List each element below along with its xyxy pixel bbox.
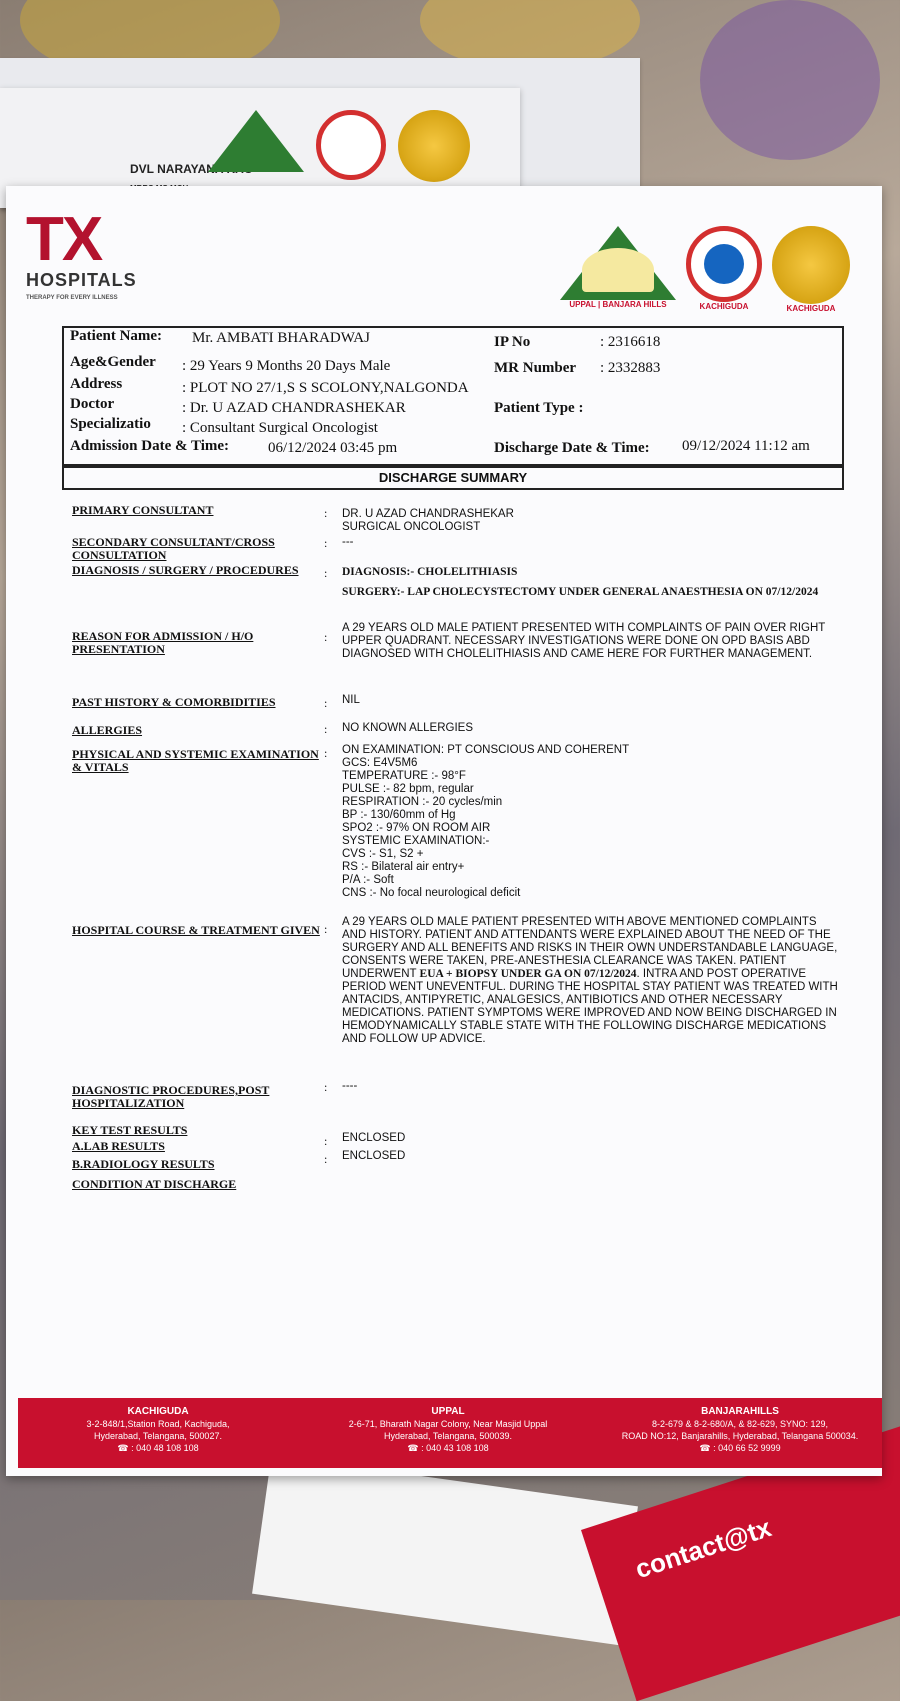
nabh-triangle-icon xyxy=(208,110,304,172)
patient-type-label: Patient Type : xyxy=(494,400,584,416)
back-doctor-name: DVL NARAYANA RAO xyxy=(130,162,254,176)
branch-address: 2-6-71, Bharath Nagar Colony, Near Masjid Uppal Hyderabad, Telangana, 500039. xyxy=(348,1419,548,1441)
nabh-triangle-icon xyxy=(560,226,676,300)
discharge-summary-page xyxy=(6,186,882,1476)
ip-number: : 2316618 xyxy=(600,334,661,350)
patient-name-label: Patient Name: xyxy=(70,328,163,344)
condition-label: CONDITION AT DISCHARGE xyxy=(72,1177,237,1191)
gold-seal-icon xyxy=(772,226,850,304)
branch-title: UPPAL xyxy=(431,1406,465,1417)
colon: : xyxy=(324,696,328,710)
bottom-white-card xyxy=(252,1455,638,1645)
accreditation-nabh-triangle xyxy=(560,226,676,309)
age-gender: : 29 Years 9 Months 20 Days Male xyxy=(182,358,391,374)
background-flower xyxy=(700,0,880,160)
past-history-label: PAST HISTORY & COMORBIDITIES xyxy=(72,695,276,709)
colon: : xyxy=(324,1152,328,1166)
hospital-logo xyxy=(26,205,137,301)
contact-text: contact@tx xyxy=(631,1512,775,1585)
colon: : xyxy=(324,566,328,580)
colon: : xyxy=(324,506,328,520)
logo-mark: TX xyxy=(26,205,102,274)
discharge-label: Discharge Date & Time: xyxy=(494,440,650,456)
lab-results-label: A.LAB RESULTS xyxy=(72,1139,165,1153)
branch-phone: ☎ : 040 43 108 108 xyxy=(407,1443,489,1453)
branch-phone: ☎ : 040 48 108 108 xyxy=(117,1443,199,1453)
admission-label: Admission Date & Time: xyxy=(70,438,230,454)
address-label: Address xyxy=(70,376,123,392)
primary-consultant-value: DR. U AZAD CHANDRASHEKAR SURGICAL ONCOLOGIST xyxy=(342,508,514,533)
doctor: : Dr. U AZAD CHANDRASHEKAR xyxy=(182,400,406,416)
patient-name: Mr. AMBATI BHARADWAJ xyxy=(192,330,370,346)
colon: : xyxy=(324,536,328,550)
colon: : xyxy=(324,746,328,760)
allergies-label: ALLERGIES xyxy=(72,723,143,737)
key-test-label: KEY TEST RESULTS xyxy=(72,1123,188,1137)
reason-label: REASON FOR ADMISSION / H/O PRESENTATION xyxy=(72,629,254,656)
allergies-value: NO KNOWN ALLERGIES xyxy=(342,722,474,734)
logo-word: HOSPITALS xyxy=(26,270,137,290)
radiology-results-value: ENCLOSED xyxy=(342,1150,406,1162)
accreditation-nabh-seal xyxy=(686,226,762,311)
diagnosis-label: DIAGNOSIS / SURGERY / PROCEDURES xyxy=(72,563,299,577)
ip-label: IP No xyxy=(494,334,531,350)
nabh-seal-icon xyxy=(316,110,386,180)
diagnostic-procedures-label: DIAGNOSTIC PROCEDURES,POST HOSPITALIZATION xyxy=(72,1083,270,1110)
specialization-label: Specializatio xyxy=(70,416,151,432)
mr-label: MR Number xyxy=(494,360,577,376)
diagnostic-procedures-value: ---- xyxy=(342,1080,358,1092)
accreditation-logos xyxy=(560,226,850,313)
accreditation-caption: KACHIGUDA xyxy=(786,304,836,313)
colon: : xyxy=(324,1080,328,1094)
doctor-label: Doctor xyxy=(70,396,115,412)
branch-address: 8-2-679 & 8-2-680/A, & 82-629, SYNO: 129, ROAD NO:12, Banjarahills, Hyderabad, Telangana 500034. xyxy=(621,1419,859,1441)
primary-consultant-label: PRIMARY CONSULTANT xyxy=(72,503,214,517)
specialization: : Consultant Surgical Oncologist xyxy=(182,420,378,436)
colon: : xyxy=(324,1134,328,1148)
back-accreditation-logos xyxy=(208,110,470,182)
branch-address: 3-2-848/1,Station Road, Kachiguda, Hyderabad, Telangana, 500027. xyxy=(86,1419,230,1441)
age-label: Age&Gender xyxy=(70,354,156,370)
diagnosis-value: DIAGNOSIS:- CHOLELITHIASIS xyxy=(342,566,518,578)
secondary-consultant-label: SECONDARY CONSULTANT/CROSS CONSULTATION xyxy=(72,535,275,562)
footer-branch-kachiguda xyxy=(28,1406,288,1454)
logo-tagline: THERAPY FOR EVERY ILLNESS xyxy=(26,295,118,301)
hospital-course-value: A 29 YEARS OLD MALE PATIENT PRESENTED WITH ABOVE MENTIONED COMPLAINTS AND HISTORY. PATIENT AND ATTENDANTS WERE EXPLAINED ABOUT THE NEED OF THE SURGERY AND ALL BENEFITS AND RISKS IN THEIR OWN UNDERSTANDABLE LANGUAGE, CONSENTS WERE TAKEN, PRE-ANESTHESIA CLEARANCE WAS TAKEN. PATIENT UNDERWENT EUA + BIOPSY UNDER GA ON 07/12/2024. INTRA AND POST OPERATIVE PERIOD WENT UNEVENTFUL. DURING THE HOSPITAL STAY PATIENT WAS TREATED WITH ANTACIDS, ANTIPYRETIC, ANALGESICS, ANTIBIOTICS AND OTHER NECESSARY MEDICATIONS. PATIENT SYMPTOMS WERE IMPROVED AND NOW BEING DISCHARGED IN HEMODYNAMICALLY STABLE STATE WITH THE FOLLOWING DISCHARGE MEDICATIONS AND FOLLOW UP ADVICE. xyxy=(342,916,838,1045)
surgery-value: SURGERY:- LAP CHOLECYSTECTOMY UNDER GENERAL ANAESTHESIA ON 07/12/2024 xyxy=(342,586,819,598)
branch-title: BANJARAHILLS xyxy=(701,1406,779,1417)
discharge-datetime: 09/12/2024 11:12 am xyxy=(682,438,810,454)
reason-value: A 29 YEARS OLD MALE PATIENT PRESENTED WITH COMPLAINTS OF PAIN OVER RIGHT UPPER QUADRANT. NECESSARY INVESTIGATIONS WERE DONE ON OPD BASIS ABD DIAGNOSED WITH CHOLELITHIASIS AND CAME HERE FOR FURTHER MANAGEMENT. xyxy=(342,622,826,660)
colon: : xyxy=(324,630,328,644)
radiology-results-label: B.RADIOLOGY RESULTS xyxy=(72,1157,215,1171)
hospital-course-label: HOSPITAL COURSE & TREATMENT GIVEN xyxy=(72,923,320,937)
accreditation-caption: UPPAL | BANJARA HILLS xyxy=(569,300,667,309)
gold-seal-icon xyxy=(398,110,470,182)
address-footer xyxy=(18,1398,882,1468)
branch-phone: ☎ : 040 66 52 9999 xyxy=(699,1443,781,1453)
exam-label: PHYSICAL AND SYSTEMIC EXAMINATION & VITALS xyxy=(72,747,319,774)
exam-value: ON EXAMINATION: PT CONSCIOUS AND COHERENT GCS: E4V5M6 TEMPERATURE :- 98°F PULSE :- 82 bpm, regular RESPIRATION :- 20 cycles/min BP :- 130/60mm of Hg SPO2 :- 97% ON ROOM AIR SYSTEMIC EXAMINATION:- CVS :- S1, S2 + RS :- Bilateral air entry+ P/A :- Soft CNS :- No focal neurological deficit xyxy=(342,744,630,899)
lab-results-value: ENCLOSED xyxy=(342,1132,406,1144)
footer-branch-banjarahills xyxy=(598,1406,882,1454)
nabh-seal-icon xyxy=(686,226,762,302)
colon: : xyxy=(324,922,328,936)
footer-branch-uppal xyxy=(308,1406,588,1454)
past-history-value: NIL xyxy=(342,694,360,706)
accreditation-caption: KACHIGUDA xyxy=(699,302,749,311)
summary-title: DISCHARGE SUMMARY xyxy=(62,466,844,490)
accreditation-gold-seal xyxy=(772,226,850,313)
address: : PLOT NO 27/1,S S SCOLONY,NALGONDA xyxy=(182,380,469,396)
branch-title: KACHIGUDA xyxy=(127,1406,189,1417)
mr-number: : 2332883 xyxy=(600,360,661,376)
admission-datetime: 06/12/2024 03:45 pm xyxy=(268,440,398,456)
colon: : xyxy=(324,722,328,736)
secondary-consultant-value: --- xyxy=(342,536,354,548)
